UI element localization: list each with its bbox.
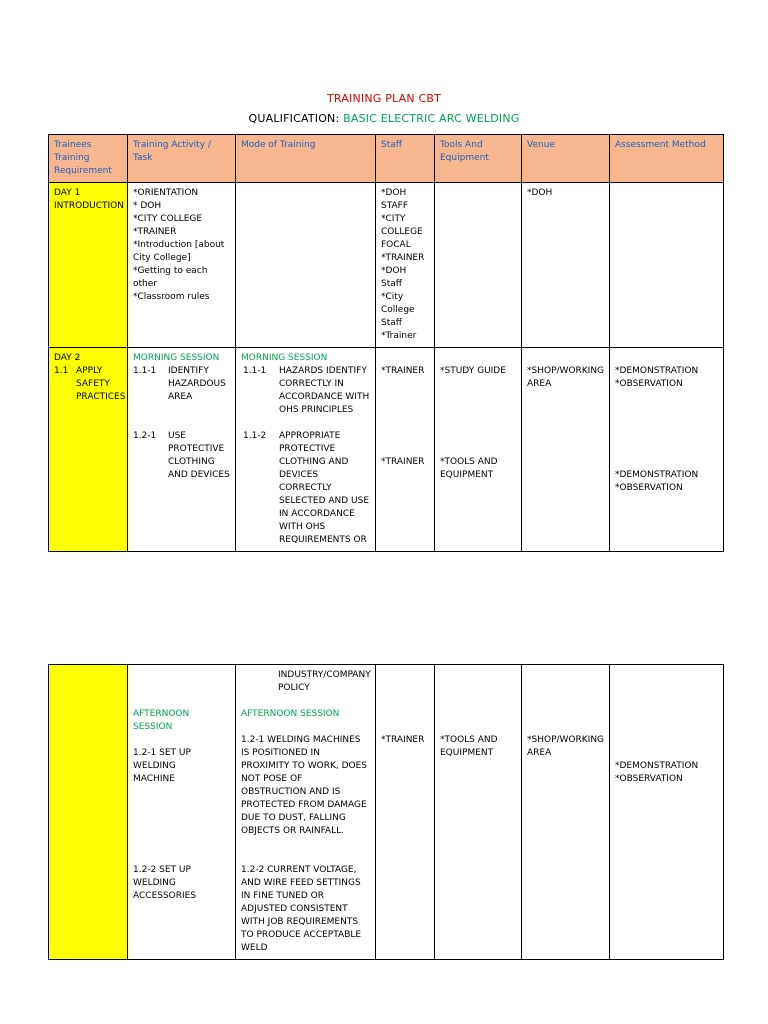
day1-mode (236, 183, 376, 348)
header-tools-equipment: Tools And Equipment (435, 135, 522, 183)
tools-entry: *TOOLS AND EQUIPMENT (440, 457, 498, 480)
day1-tools (435, 183, 522, 348)
day2-venue (522, 348, 610, 552)
activity-number: 1.2-1 (133, 431, 157, 441)
afternoon-session-label: AFTERNOON SESSION (133, 709, 190, 732)
mode-number: 1.1-1 (243, 366, 267, 376)
day1-staff: *DOH STAFF *CITY COLLEGE FOCAL *TRAINER *DOH Staff *City College Staff *Trainer (376, 183, 435, 348)
qualification-line (0, 112, 768, 125)
qualification-value: BASIC ELECTRIC ARC WELDING (343, 112, 520, 125)
header-mode-of-training: Mode of Training (236, 135, 376, 183)
header-assessment-method: Assessment Method (610, 135, 724, 183)
header-trainees-requirement: Trainees Training Requirement (49, 135, 128, 183)
table-row (49, 348, 724, 552)
day1-assessment (610, 183, 724, 348)
mode-text: 1.2-2 CURRENT VOLTAGE, AND WIRE FEED SETTINGS IN FINE TUNED OR ADJUSTED CONSISTENT WITH JOB REQUIREMENTS TO PRODUCE ACCEPTABLE WELD (241, 865, 362, 953)
day2-req-text: APPLY SAFETY PRACTICES (76, 366, 126, 402)
assessment-entry: *DEMONSTRATION *OBSERVATION (615, 366, 699, 389)
mode-text: 1.2-1 WELDING MACHINES IS POSITIONED IN PROXIMITY TO WORK, DOES NOT POSE OF OBSTRUCTION AND IS PROTECTED FROM DAMAGE DUE TO DUST, FALLING OBJECTS OR RAINFALL. (241, 735, 367, 836)
cont-tools (435, 665, 522, 960)
staff-entry: *TRAINER (381, 366, 425, 376)
training-plan-table (48, 134, 724, 552)
day2-mode (236, 348, 376, 552)
day2-staff (376, 348, 435, 552)
day1-requirement: DAY 1 INTRODUCTION (49, 183, 128, 348)
day2-requirement (49, 348, 128, 552)
mode-continuation: INDUSTRY/COMPANY POLICY (278, 670, 371, 693)
day2-req-number: 1.1 (54, 366, 69, 376)
assessment-entry: *DEMONSTRATION *OBSERVATION (615, 470, 699, 493)
venue-entry: *SHOP/WORKING AREA (527, 366, 605, 389)
mode-text: HAZARDS IDENTIFY CORRECTLY IN ACCORDANCE WITH OHS PRINCIPLES (279, 366, 370, 415)
qualification-label: QUALIFICATION: (248, 112, 340, 125)
table-header-row (49, 135, 724, 183)
cont-mode (236, 665, 376, 960)
day2-label: DAY 2 (54, 353, 81, 363)
staff-entry: *TRAINER (381, 457, 425, 467)
assessment-entry: *DEMONSTRATION *OBSERVATION (615, 761, 699, 784)
activity-text: 1.2-2 SET UP WELDING ACCESSORIES (133, 865, 197, 901)
venue-entry: *SHOP/WORKING AREA (527, 735, 605, 758)
day2-assessment (610, 348, 724, 552)
staff-entry: *TRAINER (381, 735, 425, 745)
header-venue: Venue (522, 135, 610, 183)
activity-number: 1.1-1 (133, 366, 157, 376)
mode-number: 1.1-2 (243, 431, 267, 441)
header-training-activity: Training Activity / Task (128, 135, 236, 183)
morning-session-label: MORNING SESSION (133, 353, 220, 363)
mode-text: APPROPRIATE PROTECTIVE CLOTHING AND DEVICES CORRECTLY SELECTED AND USE IN ACCORDANCE WITH OHS REQUIREMENTS OR (279, 431, 370, 545)
tools-entry: *TOOLS AND EQUIPMENT (440, 735, 498, 758)
activity-text: USE PROTECTIVE CLOTHING AND DEVICES (168, 431, 230, 480)
page-title: TRAINING PLAN CBT (326, 92, 442, 105)
day1-venue: *DOH (522, 183, 610, 348)
day1-activity: *ORIENTATION * DOH *CITY COLLEGE *TRAINER *Introduction [about City College] *Getting to each other *Classroom rules (128, 183, 236, 348)
cont-staff (376, 665, 435, 960)
cont-requirement (49, 665, 128, 960)
tools-entry: *STUDY GUIDE (440, 366, 506, 376)
cont-venue (522, 665, 610, 960)
morning-session-label: MORNING SESSION (241, 353, 328, 363)
table-row (49, 183, 724, 348)
day2-activity (128, 348, 236, 552)
cont-assessment (610, 665, 724, 960)
training-plan-table-continued (48, 664, 724, 960)
table-row (49, 665, 724, 960)
afternoon-session-label: AFTERNOON SESSION (241, 709, 340, 719)
cont-activity (128, 665, 236, 960)
header-staff: Staff (376, 135, 435, 183)
activity-text: 1.2-1 SET UP WELDING MACHINE (133, 748, 191, 784)
day2-tools (435, 348, 522, 552)
activity-text: IDENTIFY HAZARDOUS AREA (168, 366, 226, 402)
